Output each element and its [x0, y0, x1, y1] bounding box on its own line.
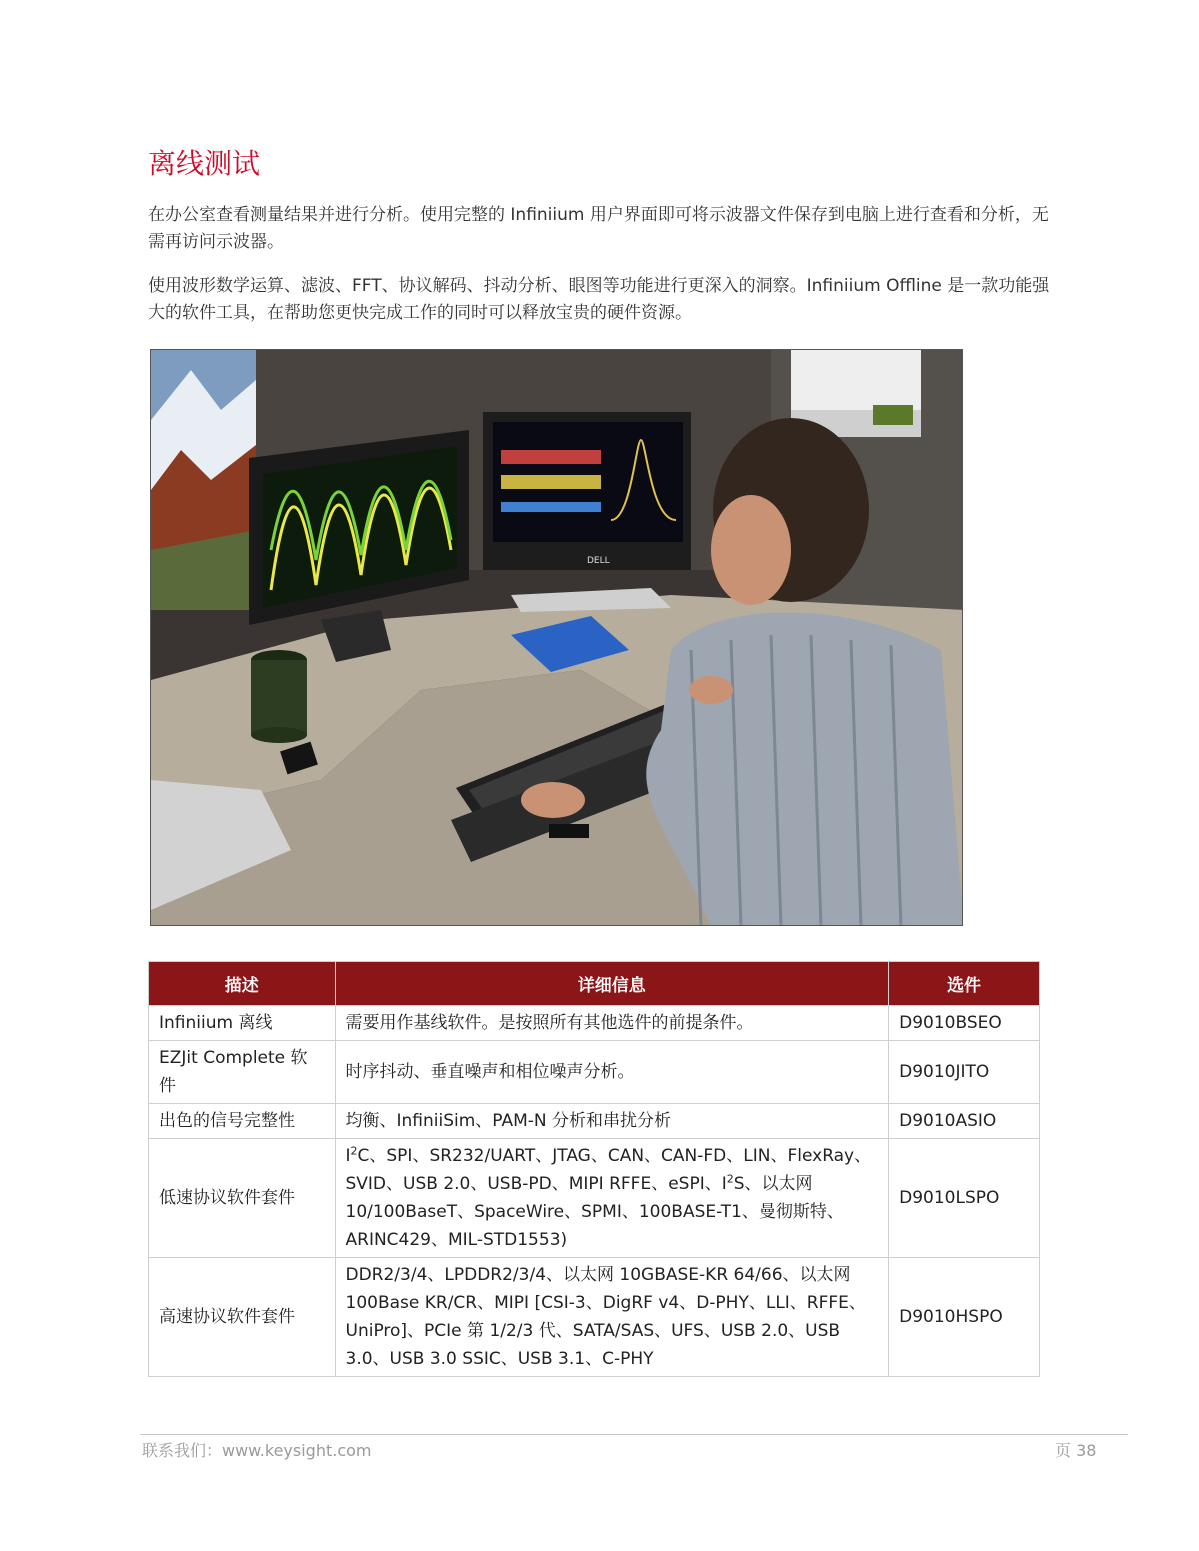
row-option: D9010LSPO	[889, 1139, 1040, 1258]
mountain-poster	[151, 350, 256, 610]
details-text: I	[345, 1146, 351, 1166]
intro-paragraph: 在办公室查看测量结果并进行分析。使用完整的 Infiniium 用户界面即可将示波器文件保存到电脑上进行查看和分析，无需再访问示波器。	[148, 205, 1049, 252]
table-row	[149, 1006, 1040, 1041]
details-text: S、以太网 10/100BaseT、SpaceWire、SPMI、100BASE-T1、曼彻斯特、ARINC429、MIL-STD1553)	[345, 1174, 844, 1250]
footer-contact: 联系我们：www.keysight.com	[142, 1441, 372, 1460]
features-paragraph: 使用波形数学运算、滤波、FFT、协议解码、抖动分析、眼图等功能进行更深入的洞察。Infiniium Offline 是一款功能强大的软件工具，在帮助您更快完成工作的同时可以释放宝贵的硬件资源。	[148, 276, 1050, 323]
row-description: 出色的信号完整性	[149, 1104, 336, 1139]
header-details: 详细信息	[335, 962, 889, 1006]
row-details: 时序抖动、垂直噪声和相位噪声分析。	[335, 1041, 889, 1104]
table-row	[149, 1104, 1040, 1139]
superscript: 2	[726, 1172, 734, 1186]
header-description: 描述	[149, 962, 336, 1006]
section-title: 离线测试	[148, 147, 261, 180]
header-option: 选件	[889, 962, 1040, 1006]
table-row	[149, 1041, 1040, 1104]
page-number: 页 38	[1055, 1441, 1097, 1460]
table-header-row	[149, 962, 1040, 1006]
table-row	[149, 1258, 1040, 1377]
row-description: 低速协议软件套件	[149, 1139, 336, 1258]
coffee-mug	[251, 650, 307, 743]
row-description: EZJit Complete 软件	[149, 1041, 336, 1104]
row-option: D9010JITO	[889, 1041, 1040, 1104]
row-details: 均衡、InfiniiSim、PAM-N 分析和串扰分析	[335, 1104, 889, 1139]
row-details	[335, 1139, 889, 1258]
monitor-brand-label: DELL	[587, 556, 610, 566]
superscript: 2	[350, 1144, 358, 1158]
row-option: D9010HSPO	[889, 1258, 1040, 1377]
footer-divider	[140, 1434, 1128, 1435]
row-option: D9010ASIO	[889, 1104, 1040, 1139]
options-table	[148, 961, 1040, 1377]
row-details: DDR2/3/4、LPDDR2/3/4、以太网 10GBASE-KR 64/66、以太网 100Base KR/CR、MIPI [CSI-3、DigRF v4、D-PHY、LLI、RFFE、UniPro]、PCIe 第 1/2/3 代、SATA/SAS、UFS、USB 2.0、USB 3.0、USB 3.0 SSIC、USB 3.1、C-PHY	[335, 1258, 889, 1377]
table-row	[149, 1139, 1040, 1258]
row-details: 需要用作基线软件。是按照所有其他选件的前提条件。	[335, 1006, 889, 1041]
row-description: 高速协议软件套件	[149, 1258, 336, 1377]
row-description: Infiniium 离线	[149, 1006, 336, 1041]
details-text: C、SPI、SR232/UART、JTAG、CAN、CAN-FD、LIN、FlexRay、SVID、USB 2.0、USB-PD、MIPI RFFE、eSPI、	[345, 1146, 872, 1194]
row-option: D9010BSEO	[889, 1006, 1040, 1041]
details-text: I	[721, 1174, 727, 1194]
office-workstation-photo	[150, 349, 963, 926]
